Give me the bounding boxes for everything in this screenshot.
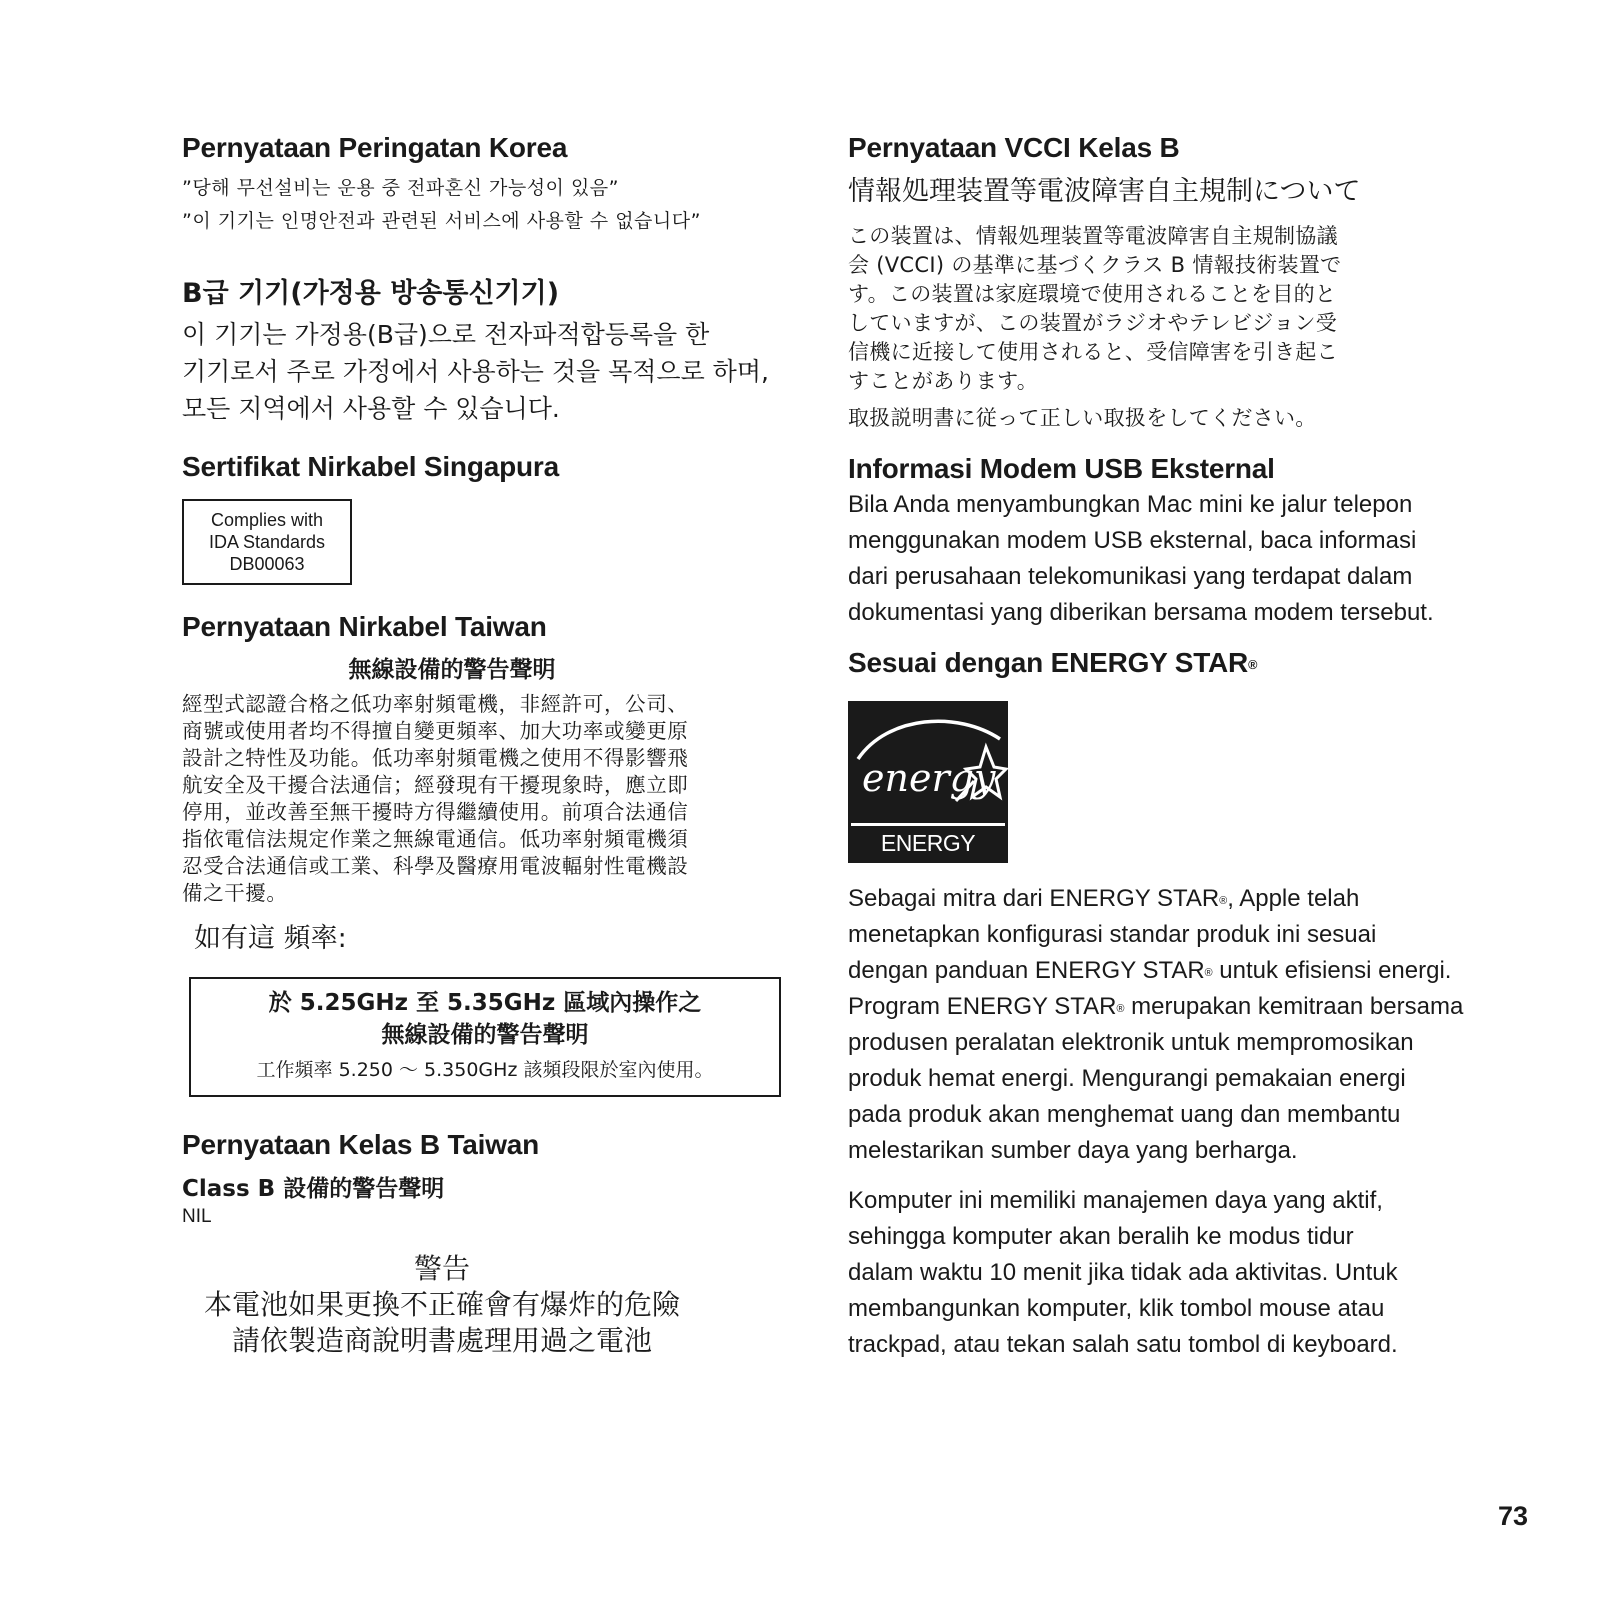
- usb-modem-title: Informasi Modem USB Eksternal: [848, 453, 1275, 484]
- energy-body-line: Program ENERGY STAR® merupakan kemitraan bersama: [848, 993, 1464, 1020]
- taiwan-body-line: 航安全及干擾合法通信；經發現有干擾現象時，應立即: [182, 773, 689, 797]
- ida-standards-box: [182, 499, 352, 585]
- korea-class-b-line-2: 기기로서 주로 가정에서 사용하는 것을 목적으로 하며,: [182, 357, 769, 386]
- modem-body-line: Bila Anda menyambungkan Mac mini ke jalur telepon: [848, 491, 1413, 518]
- japanese-body-line: 信機に近接して使用されると、受信障害を引き起こ: [848, 340, 1338, 364]
- energy-star-icon: [848, 701, 1008, 823]
- battery-warning-line-1: 本電池如果更換不正確會有爆炸的危險: [203, 1288, 680, 1321]
- taiwan-class-b-title: Pernyataan Kelas B Taiwan: [182, 1129, 540, 1160]
- energy-body-line: pada produk akan menghemat uang dan membantu: [848, 1101, 1401, 1128]
- right-column: [848, 130, 1488, 1363]
- energy-body-line: dalam waktu 10 menit jika tidak ada aktivitas. Untuk: [848, 1259, 1398, 1286]
- energy-star-title: [848, 645, 1488, 681]
- nil-text: NIL: [182, 1206, 212, 1227]
- singapore-title: Sertifikat Nirkabel Singapura: [182, 451, 559, 482]
- modem-body-line: menggunakan modem USB eksternal, baca informasi: [848, 527, 1417, 554]
- energy-body-line: sehingga komputer akan beralih ke modus tidur: [848, 1223, 1354, 1250]
- frequency-box-line-3: 工作頻率 5.250 ～ 5.350GHz 該頻段限於室內使用。: [256, 1059, 714, 1081]
- japanese-body: [848, 222, 1488, 396]
- energy-body-line: dengan panduan ENERGY STAR® untuk efisiensi energi.: [848, 957, 1452, 984]
- energy-star-paragraph-2: [848, 1183, 1488, 1363]
- taiwan-wireless-subtitle: 無線設備的警告聲明: [348, 657, 556, 683]
- korea-class-b-line-3: 모든 지역에서 사용할 수 있습니다.: [182, 394, 560, 423]
- taiwan-wireless-title: Pernyataan Nirkabel Taiwan: [182, 611, 547, 642]
- energy-body-line: membangunkan komputer, klik tombol mouse atau: [848, 1295, 1385, 1322]
- korea-warning-line-2: ”이 기기는 인명안전과 관련된 서비스에 사용할 수 없습니다”: [182, 210, 701, 232]
- taiwan-body-line: 備之干擾。: [182, 881, 288, 905]
- ida-line-1: Complies with: [210, 510, 324, 530]
- energy-star-title-text: Sesuai dengan ENERGY STAR: [848, 647, 1249, 678]
- energy-body-line: Komputer ini memiliki manajemen daya yang aktif,: [848, 1187, 1383, 1214]
- energy-body-line: produsen peralatan elektronik untuk mempromosikan: [848, 1029, 1414, 1056]
- korea-warning-title: Pernyataan Peringatan Korea: [182, 132, 568, 163]
- japanese-body-line: 会 (VCCI) の基準に基づくクラス B 情報技術装置で: [848, 253, 1342, 277]
- frequency-heading: 如有這 頻率:: [194, 923, 347, 954]
- left-column: [182, 130, 802, 1359]
- japanese-body-line: す。この装置は家庭環境で使用されることを目的と: [848, 282, 1337, 306]
- ida-line-3: DB00063: [229, 554, 305, 574]
- japanese-body-note: 取扱説明書に従って正しい取扱をしてください。: [848, 406, 1317, 430]
- energy-body-line: produk hemat energi. Mengurangi pemakaian energi: [848, 1065, 1406, 1092]
- frequency-warning-box: [189, 977, 781, 1097]
- korea-warning-line-1: ”당해 무선설비는 운용 중 전파혼신 가능성이 있음”: [182, 177, 620, 199]
- taiwan-body-line: 指依電信法規定作業之無線電通信。低功率射頻電機須: [182, 827, 689, 851]
- japanese-body-line: すことがあります。: [848, 369, 1039, 393]
- frequency-box-line-2: 無線設備的警告聲明: [381, 1022, 589, 1048]
- taiwan-body-line: 設計之特性及功能。低功率射頻電機之使用不得影響飛: [182, 746, 689, 770]
- battery-warning-title: 警告: [413, 1252, 470, 1285]
- japanese-body-line: この装置は、情報処理装置等電波障害自主規制協議: [848, 224, 1338, 248]
- frequency-box-line-1: 於 5.25GHz 至 5.35GHz 區域內操作之: [268, 990, 702, 1016]
- energy-logo-script: energy: [862, 756, 996, 800]
- battery-warning-line-2: 請依製造商說明書處理用過之電池: [231, 1324, 652, 1357]
- energy-body-line: Sebagai mitra dari ENERGY STAR®, Apple telah: [848, 885, 1360, 912]
- usb-modem-body: [848, 487, 1488, 631]
- taiwan-body-line: 停用，並改善至無干擾時方得繼續使用。前項合法通信: [182, 800, 689, 824]
- page-number: 73: [1498, 1501, 1529, 1531]
- energy-body-line: trackpad, atau tekan salah satu tombol di keyboard.: [848, 1331, 1398, 1358]
- taiwan-body-line: 經型式認證合格之低功率射頻電機，非經許可，公司、: [182, 692, 689, 716]
- energy-body-line: melestarikan sumber daya yang berharga.: [848, 1137, 1298, 1164]
- japanese-body-line: していますが、この装置がラジオやテレビジョン受: [848, 311, 1338, 335]
- ida-line-2: IDA Standards: [208, 532, 326, 552]
- energy-body-line: menetapkan konfigurasi standar produk ini sesuai: [848, 921, 1377, 948]
- energy-star-paragraph-1: [848, 881, 1488, 1169]
- korea-class-b-line-1: 이 기기는 가정용(B급)으로 전자파적합등록을 한: [182, 320, 710, 349]
- taiwan-wireless-body: [182, 691, 742, 907]
- taiwan-body-line: 商號或使用者均不得擅自變更頻率、加大功率或變更原: [182, 719, 689, 743]
- modem-body-line: dokumentasi yang diberikan bersama modem tersebut.: [848, 599, 1434, 626]
- battery-warning: [182, 1251, 702, 1359]
- taiwan-body-line: 忍受合法通信或工業、科學及醫療用電波輻射性電機設: [182, 854, 689, 878]
- korea-class-b-title: B급 기기(가정용 방송통신기기): [182, 278, 560, 309]
- class-b-statement: Class B 設備的警告聲明: [182, 1176, 445, 1202]
- japanese-heading: 情報処理装置等電波障害自主規制について: [848, 176, 1361, 207]
- energy-star-logo-label: ENERGY STAR: [851, 823, 1005, 860]
- vcci-title: Pernyataan VCCI Kelas B: [848, 132, 1180, 163]
- modem-body-line: dari perusahaan telekomunikasi yang terdapat dalam: [848, 563, 1413, 590]
- energy-star-logo: [848, 701, 1008, 890]
- registered-mark: ®: [1248, 658, 1258, 672]
